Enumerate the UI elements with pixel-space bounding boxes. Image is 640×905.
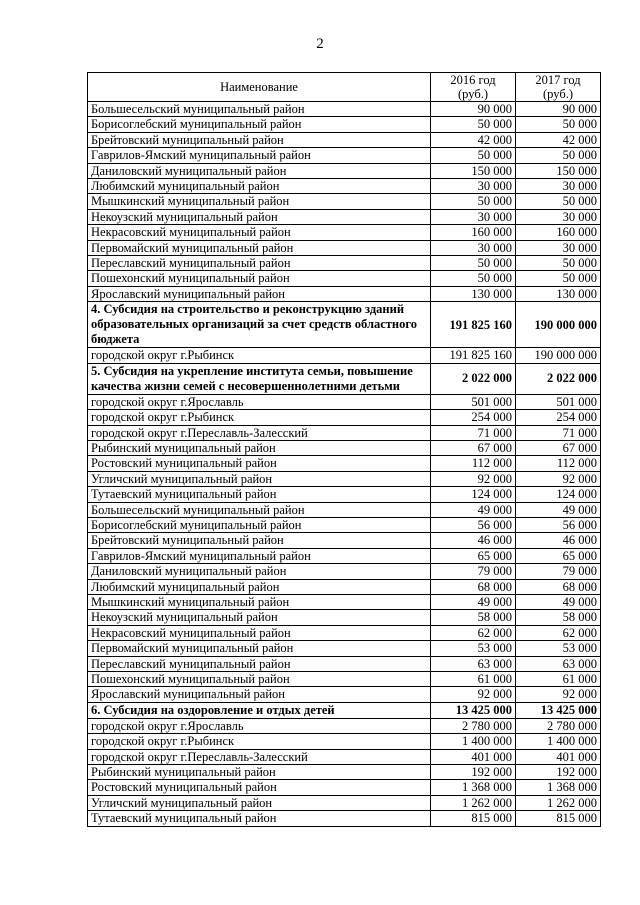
cell-2017: 50 000 [516, 271, 601, 286]
cell-2017: 42 000 [516, 132, 601, 147]
cell-2017: 1 368 000 [516, 780, 601, 795]
cell-2017: 50 000 [516, 256, 601, 271]
header-name: Наименование [88, 73, 431, 102]
cell-name: городской округ г.Переславль-Залесский [88, 749, 431, 764]
cell-name: Переславский муниципальный район [88, 256, 431, 271]
cell-2017: 67 000 [516, 440, 601, 455]
cell-2016: 50 000 [431, 271, 516, 286]
section-row [88, 363, 601, 394]
cell-2016: 92 000 [431, 471, 516, 486]
table-row [88, 410, 601, 425]
cell-name: 6. Субсидия на оздоровление и отдых детей [88, 702, 431, 718]
table-row [88, 240, 601, 255]
cell-name: Брейтовский муниципальный район [88, 132, 431, 147]
table-row [88, 811, 601, 826]
section-row [88, 702, 601, 718]
table-row [88, 209, 601, 224]
cell-name: Некоузский муниципальный район [88, 209, 431, 224]
cell-2016: 46 000 [431, 533, 516, 548]
header-2016-year: 2016 год [450, 73, 496, 87]
cell-2017: 30 000 [516, 179, 601, 194]
cell-2017: 58 000 [516, 610, 601, 625]
cell-name: Борисоглебский муниципальный район [88, 517, 431, 532]
table-row [88, 471, 601, 486]
cell-name: Пошехонский муниципальный район [88, 672, 431, 687]
cell-2016: 160 000 [431, 225, 516, 240]
cell-2016: 130 000 [431, 286, 516, 301]
table-row [88, 394, 601, 409]
cell-name: 5. Субсидия на укрепление института семьи, повышение качества жизни семей с несовершеннолетними детьми [88, 363, 431, 394]
cell-2017: 49 000 [516, 502, 601, 517]
page-number: 2 [316, 36, 324, 52]
cell-2017: 50 000 [516, 117, 601, 132]
table-row [88, 579, 601, 594]
cell-2017: 61 000 [516, 672, 601, 687]
header-2017-year: 2017 год [535, 73, 581, 87]
table-row [88, 765, 601, 780]
table-row [88, 271, 601, 286]
table-row [88, 286, 601, 301]
cell-2017: 501 000 [516, 394, 601, 409]
table-row [88, 194, 601, 209]
cell-name: Ярославский муниципальный район [88, 687, 431, 702]
cell-2017: 30 000 [516, 209, 601, 224]
cell-2016: 56 000 [431, 517, 516, 532]
cell-2016: 53 000 [431, 641, 516, 656]
cell-2017: 46 000 [516, 533, 601, 548]
cell-2017: 56 000 [516, 517, 601, 532]
cell-name: Угличский муниципальный район [88, 471, 431, 486]
cell-2017: 2 022 000 [516, 363, 601, 394]
cell-2016: 13 425 000 [431, 702, 516, 718]
cell-2016: 63 000 [431, 656, 516, 671]
cell-2016: 30 000 [431, 209, 516, 224]
cell-name: Тутаевский муниципальный район [88, 487, 431, 502]
table-row [88, 625, 601, 640]
cell-2016: 50 000 [431, 117, 516, 132]
cell-2017: 254 000 [516, 410, 601, 425]
cell-2017: 112 000 [516, 456, 601, 471]
cell-name: Любимский муниципальный район [88, 579, 431, 594]
table-row [88, 533, 601, 548]
cell-name: Большесельский муниципальный район [88, 502, 431, 517]
cell-2016: 92 000 [431, 687, 516, 702]
cell-name: городской округ г.Рыбинск [88, 410, 431, 425]
cell-name: Даниловский муниципальный район [88, 163, 431, 178]
cell-2017: 90 000 [516, 102, 601, 117]
cell-name: Брейтовский муниципальный район [88, 533, 431, 548]
cell-2016: 71 000 [431, 425, 516, 440]
cell-2017: 2 780 000 [516, 718, 601, 733]
table-row [88, 348, 601, 363]
cell-2017: 68 000 [516, 579, 601, 594]
cell-2016: 79 000 [431, 564, 516, 579]
cell-2017: 815 000 [516, 811, 601, 826]
cell-name: Ярославский муниципальный район [88, 286, 431, 301]
cell-name: Большесельский муниципальный район [88, 102, 431, 117]
cell-2017: 53 000 [516, 641, 601, 656]
cell-2017: 1 262 000 [516, 795, 601, 810]
cell-2016: 1 368 000 [431, 780, 516, 795]
cell-name: Рыбинский муниципальный район [88, 440, 431, 455]
table-row [88, 564, 601, 579]
cell-name: Первомайский муниципальный район [88, 240, 431, 255]
table-row [88, 456, 601, 471]
cell-2017: 92 000 [516, 471, 601, 486]
cell-2016: 254 000 [431, 410, 516, 425]
table-row [88, 163, 601, 178]
table-row [88, 780, 601, 795]
cell-name: Некрасовский муниципальный район [88, 225, 431, 240]
cell-name: Первомайский муниципальный район [88, 641, 431, 656]
cell-name: Любимский муниципальный район [88, 179, 431, 194]
table-row [88, 517, 601, 532]
cell-2016: 65 000 [431, 548, 516, 563]
cell-name: Ростовский муниципальный район [88, 456, 431, 471]
cell-name: Угличский муниципальный район [88, 795, 431, 810]
cell-name: городской округ г.Рыбинск [88, 734, 431, 749]
cell-name: Мышкинский муниципальный район [88, 594, 431, 609]
section-row [88, 302, 601, 348]
cell-2016: 58 000 [431, 610, 516, 625]
cell-name: городской округ г.Ярославль [88, 394, 431, 409]
cell-2016: 42 000 [431, 132, 516, 147]
cell-2016: 401 000 [431, 749, 516, 764]
table-row [88, 179, 601, 194]
cell-name: Мышкинский муниципальный район [88, 194, 431, 209]
table-row [88, 687, 601, 702]
table-row [88, 440, 601, 455]
table-row [88, 734, 601, 749]
cell-2017: 130 000 [516, 286, 601, 301]
cell-2016: 112 000 [431, 456, 516, 471]
cell-2016: 2 022 000 [431, 363, 516, 394]
cell-2016: 1 262 000 [431, 795, 516, 810]
cell-2016: 49 000 [431, 594, 516, 609]
cell-name: Тутаевский муниципальный район [88, 811, 431, 826]
table-row [88, 718, 601, 733]
cell-name: городской округ г.Переславль-Залесский [88, 425, 431, 440]
cell-2017: 50 000 [516, 194, 601, 209]
cell-2016: 191 825 160 [431, 348, 516, 363]
cell-2016: 150 000 [431, 163, 516, 178]
cell-2016: 50 000 [431, 194, 516, 209]
cell-2017: 30 000 [516, 240, 601, 255]
cell-name: городской округ г.Рыбинск [88, 348, 431, 363]
cell-2016: 90 000 [431, 102, 516, 117]
cell-2016: 191 825 160 [431, 302, 516, 348]
cell-2016: 50 000 [431, 148, 516, 163]
cell-2017: 63 000 [516, 656, 601, 671]
cell-2016: 815 000 [431, 811, 516, 826]
cell-2017: 401 000 [516, 749, 601, 764]
cell-name: Некоузский муниципальный район [88, 610, 431, 625]
cell-name: Ростовский муниципальный район [88, 780, 431, 795]
cell-2016: 30 000 [431, 240, 516, 255]
table-row [88, 132, 601, 147]
table-row [88, 425, 601, 440]
cell-name: Гаврилов-Ямский муниципальный район [88, 548, 431, 563]
table-row [88, 641, 601, 656]
cell-2016: 2 780 000 [431, 718, 516, 733]
table-row [88, 610, 601, 625]
cell-2016: 50 000 [431, 256, 516, 271]
cell-2017: 124 000 [516, 487, 601, 502]
cell-2017: 49 000 [516, 594, 601, 609]
cell-2016: 61 000 [431, 672, 516, 687]
cell-name: Борисоглебский муниципальный район [88, 117, 431, 132]
table-row [88, 487, 601, 502]
table-row [88, 148, 601, 163]
cell-2017: 190 000 000 [516, 348, 601, 363]
cell-2017: 65 000 [516, 548, 601, 563]
cell-2017: 160 000 [516, 225, 601, 240]
table-row [88, 795, 601, 810]
table-row [88, 225, 601, 240]
cell-2016: 124 000 [431, 487, 516, 502]
cell-2017: 150 000 [516, 163, 601, 178]
cell-2017: 192 000 [516, 765, 601, 780]
cell-2017: 1 400 000 [516, 734, 601, 749]
cell-name: Переславский муниципальный район [88, 656, 431, 671]
header-2017-unit: (руб.) [543, 87, 573, 101]
cell-2017: 13 425 000 [516, 702, 601, 718]
header-2016-unit: (руб.) [458, 87, 488, 101]
cell-2017: 190 000 000 [516, 302, 601, 348]
cell-name: Рыбинский муниципальный район [88, 765, 431, 780]
table-row [88, 502, 601, 517]
cell-name: 4. Субсидия на строительство и реконструкцию зданий образовательных организаций за счет средств областного бюджета [88, 302, 431, 348]
table-row [88, 102, 601, 117]
table-row [88, 117, 601, 132]
table-row [88, 548, 601, 563]
cell-2016: 49 000 [431, 502, 516, 517]
cell-name: Даниловский муниципальный район [88, 564, 431, 579]
cell-2017: 71 000 [516, 425, 601, 440]
table-row [88, 749, 601, 764]
cell-2017: 62 000 [516, 625, 601, 640]
subsidy-table [87, 72, 601, 827]
cell-2016: 501 000 [431, 394, 516, 409]
cell-2016: 68 000 [431, 579, 516, 594]
cell-2017: 79 000 [516, 564, 601, 579]
cell-name: Пошехонский муниципальный район [88, 271, 431, 286]
header-2017 [516, 73, 601, 102]
table-row [88, 656, 601, 671]
table-row [88, 672, 601, 687]
cell-name: Некрасовский муниципальный район [88, 625, 431, 640]
cell-2016: 62 000 [431, 625, 516, 640]
table-row [88, 594, 601, 609]
cell-2017: 50 000 [516, 148, 601, 163]
cell-2016: 192 000 [431, 765, 516, 780]
cell-name: городской округ г.Ярославль [88, 718, 431, 733]
table-body [88, 102, 601, 827]
cell-name: Гаврилов-Ямский муниципальный район [88, 148, 431, 163]
header-2016 [431, 73, 516, 102]
cell-2017: 92 000 [516, 687, 601, 702]
table-row [88, 256, 601, 271]
cell-2016: 67 000 [431, 440, 516, 455]
cell-2016: 1 400 000 [431, 734, 516, 749]
cell-2016: 30 000 [431, 179, 516, 194]
table-header-row [88, 73, 601, 102]
